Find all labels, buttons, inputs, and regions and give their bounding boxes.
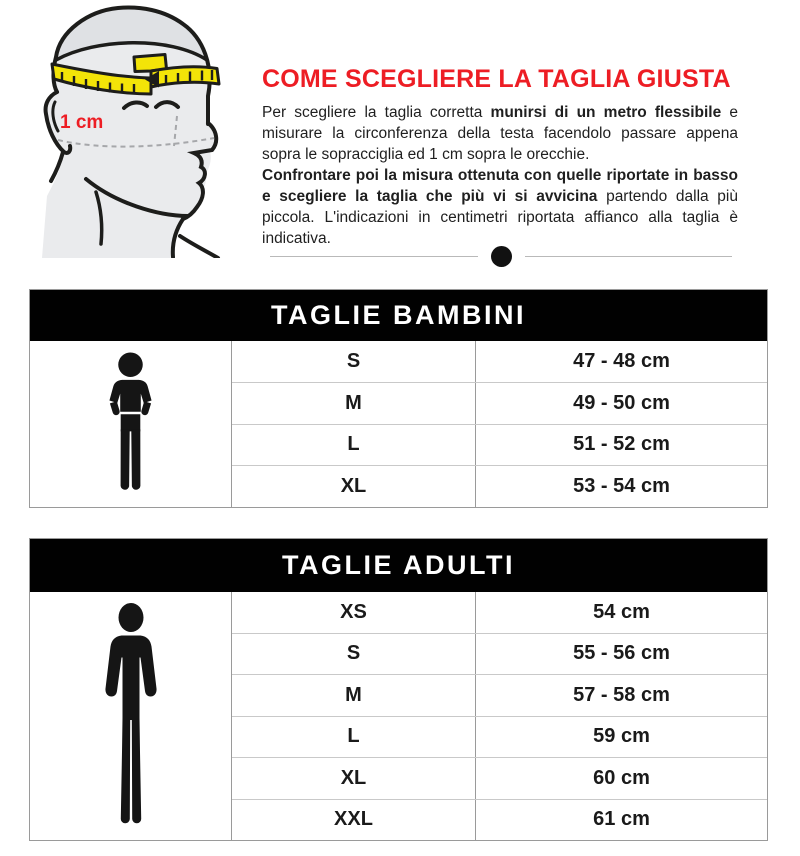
size-label: S [232, 634, 476, 675]
size-row [232, 674, 767, 716]
size-range: 54 cm [593, 600, 650, 623]
size-table-adults [29, 538, 768, 841]
size-row [232, 341, 767, 382]
size-label: M [232, 675, 476, 716]
size-row [232, 382, 767, 424]
size-label: XL [232, 758, 476, 799]
size-row [232, 633, 767, 675]
children-table-title: TAGLIE BAMBINI [30, 290, 767, 341]
size-range: 49 - 50 cm [573, 391, 670, 414]
intro-paragraphs [262, 102, 738, 249]
size-range: 53 - 54 cm [573, 475, 670, 498]
size-table-children [29, 289, 768, 508]
shoulder-line [180, 236, 218, 258]
size-row [232, 757, 767, 799]
adult-pictogram-icon [30, 592, 232, 840]
divider-line-right [525, 256, 733, 257]
size-range: 59 cm [593, 725, 650, 748]
size-row [232, 592, 767, 633]
size-label: L [232, 717, 476, 758]
size-label: L [232, 425, 476, 466]
intro-paragraph-2: Confrontare poi la misura ottenuta con quelle riportate in basso e scegliere la taglia che più vi si avvicina partendo dalla più piccola. L'indicazioni in centimetri riportata affianco alla taglia è indicativa. [262, 167, 738, 247]
divider-dot [491, 246, 512, 267]
size-label: XL [232, 466, 476, 507]
children-rows [232, 341, 767, 507]
head-illustration-svg [15, 0, 250, 258]
adult-rows [232, 592, 767, 840]
size-label: S [232, 341, 476, 382]
size-range: 47 - 48 cm [573, 349, 670, 372]
divider-line-left [270, 256, 478, 257]
intro-section [262, 0, 738, 249]
size-row [232, 424, 767, 466]
size-range: 51 - 52 cm [573, 433, 670, 456]
size-range: 61 cm [593, 808, 650, 831]
size-row [232, 716, 767, 758]
page-title: COME SCEGLIERE LA TAGLIA GIUSTA [262, 65, 731, 93]
adults-table-title: TAGLIE ADULTI [30, 539, 767, 592]
size-row [232, 465, 767, 507]
size-range: 60 cm [593, 766, 650, 789]
size-range: 55 - 56 cm [573, 642, 670, 665]
size-label: XXL [232, 800, 476, 841]
size-label: M [232, 383, 476, 424]
size-label: XS [232, 592, 476, 633]
head-measurement-illustration [15, 0, 250, 258]
child-pictogram-icon [30, 341, 232, 507]
intro-paragraph-1: Per scegliere la taglia corretta munirsi di un metro flessibile e misurare la circonferenza della testa facendolo passare appena sopra le sopracciglia ed 1 cm sopra le orecchie. [262, 104, 738, 163]
size-range: 57 - 58 cm [573, 683, 670, 706]
section-divider [270, 245, 732, 267]
size-row [232, 799, 767, 841]
tape-distance-label: 1 cm [60, 112, 104, 133]
